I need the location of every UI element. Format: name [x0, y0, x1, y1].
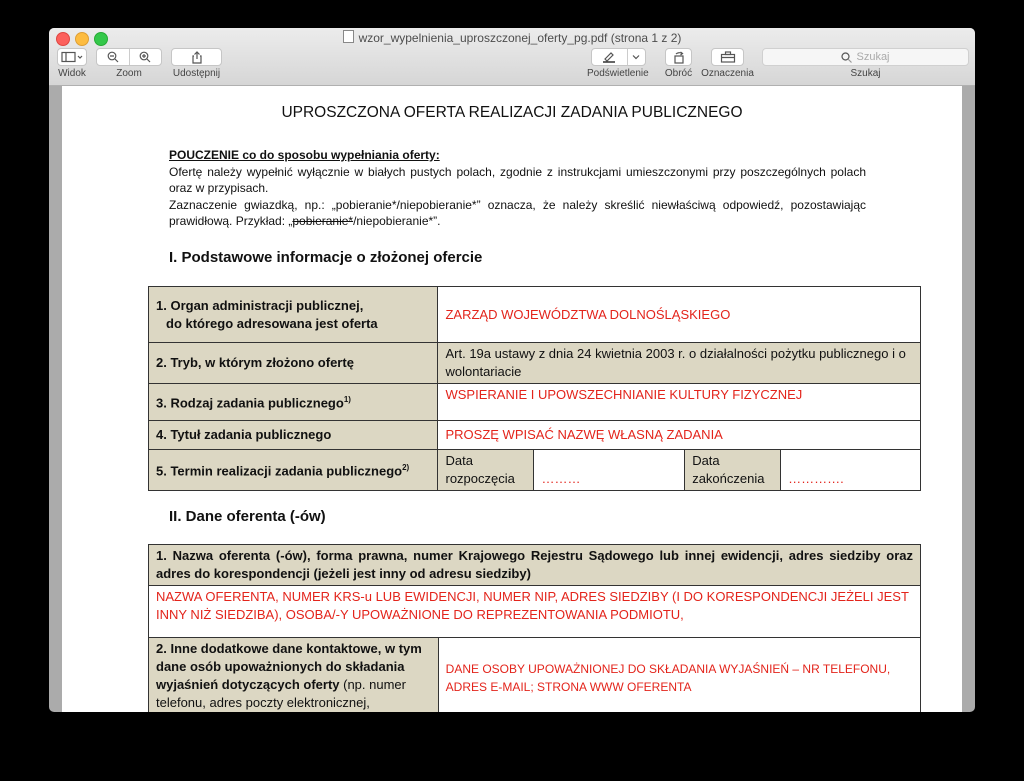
section-2-heading: II. Dane oferenta (-ów) [169, 508, 326, 525]
toolbar [49, 28, 975, 86]
preview-window [49, 28, 975, 712]
table-row [149, 545, 921, 586]
rotate-button[interactable] [665, 48, 692, 66]
table-row [149, 586, 921, 638]
term-label: 5. Termin realizacji zadania publicznego$^{2)}$ [149, 450, 438, 491]
chevron-down-icon [632, 54, 640, 60]
search-icon [841, 52, 852, 63]
share-button[interactable] [171, 48, 222, 66]
mode-value: Art. 19a ustawy z dnia 24 kwietnia 2003 r. o działalności pożytku publicznego i o wolontariacie [438, 343, 921, 384]
zoom-label: Zoom [116, 68, 142, 79]
highlighter-icon [601, 51, 617, 63]
zoom-in-icon [139, 51, 151, 63]
end-date-label: Data zakończenia [685, 450, 781, 491]
instructions-line-2: Zaznaczenie gwiazdką, np.: „pobieranie*/niepobieranie*” oznacza, że należy skreślić niewłaściwą odpowiedź, pozostawiając prawidłową. Przykład: „pobieranie*/niepobieranie*”. [169, 197, 866, 228]
table-row [149, 287, 921, 343]
instructions-heading: POUCZENIE co do sposobu wypełniania oferty: [169, 148, 440, 162]
highlight-label: Podświetlenie [587, 68, 649, 79]
organ-value[interactable]: ZARZĄD WOJEWÓDZTWA DOLNOŚLĄSKIEGO [438, 287, 921, 343]
table-row [149, 450, 921, 491]
pdf-page[interactable] [62, 86, 962, 712]
toolbox-icon [720, 51, 736, 63]
share-icon [191, 51, 203, 64]
share-label: Udostępnij [172, 68, 221, 79]
start-date-label: Data rozpoczęcia [438, 450, 534, 491]
contact-value[interactable]: DANE OSOBY UPOWAŻNIONEJ DO SKŁADANIA WYJAŚNIEŃ – NR TELEFONU, ADRES E-MAIL; STRONA WWW OFERENTA [438, 638, 920, 713]
highlight-button[interactable] [592, 49, 628, 65]
sidebar-icon [61, 51, 83, 63]
zoom-control [96, 48, 162, 66]
table-row [149, 384, 921, 421]
search-label: Szukaj [850, 68, 881, 79]
task-type-label: 3. Rodzaj zadania publicznego$^{1)}$ [149, 384, 438, 421]
offeror-table [148, 544, 921, 712]
search-placeholder: Szukaj [856, 51, 890, 63]
zoom-out-icon [107, 51, 119, 63]
contact-label: 2. Inne dodatkowe dane kontaktowe, w tym dane osób upoważnionych do składania wyjaśnień dotyczących oferty (np. numer telefonu, adres poczty elektronicznej, [149, 638, 439, 713]
highlight-control [591, 48, 646, 66]
search-field[interactable] [762, 48, 969, 66]
markup-label: Oznaczenia [701, 68, 754, 79]
mode-label: 2. Tryb, w którym złożono ofertę [149, 343, 438, 384]
window-title: wzor_wypelnienia_uproszczonej_oferty_pg.pdf (strona 1 z 2) [49, 30, 975, 45]
zoom-out-button[interactable] [97, 49, 130, 65]
offeror-name-label: 1. Nazwa oferenta (-ów), forma prawna, numer Krajowego Rejestru Sądowego lub innej ewidencji, adres siedziby oraz adres do korespondencji (jeżeli jest inny od adresu siedziby) [149, 545, 921, 586]
sidebar-view-button[interactable] [57, 48, 87, 66]
pdf-document-icon [343, 30, 354, 43]
markup-button[interactable] [711, 48, 744, 66]
view-label: Widok [58, 68, 86, 79]
task-type-value[interactable]: WSPIERANIE I UPOWSZECHNIANIE KULTURY FIZYCZNEJ [438, 384, 921, 421]
zoom-in-button[interactable] [130, 49, 162, 65]
table-row [149, 638, 921, 713]
instructions-line-1: Ofertę należy wypełnić wyłącznie w białych pustych polach, zgodnie z instrukcjami umieszczonymi przy poszczególnych polach oraz w przypisach. [169, 164, 866, 195]
end-date-value[interactable]: …………. [781, 450, 921, 491]
document-title: UPROSZCZONA OFERTA REALIZACJI ZADANIA PUBLICZNEGO [281, 104, 743, 121]
instructions [169, 147, 866, 230]
offeror-name-value[interactable]: NAZWA OFERENTA, NUMER KRS-u LUB EWIDENCJI, NUMER NIP, ADRES SIEDZIBY (I DO KORESPONDENCJI JEŻELI JEST INNY NIŻ SIEDZIBA), OSOBA/-Y UPOWAŻNIONE DO REPREZENTOWANIA PODMIOTU, [149, 586, 921, 638]
rotate-label: Obróć [664, 68, 693, 79]
highlight-menu-button[interactable] [628, 49, 645, 65]
table-row [149, 343, 921, 384]
table-row [149, 421, 921, 450]
rotate-icon [672, 51, 686, 64]
task-title-value[interactable]: PROSZĘ WPISAĆ NAZWĘ WŁASNĄ ZADANIA [438, 421, 921, 450]
start-date-value[interactable]: ……… [534, 450, 685, 491]
basic-info-table [148, 286, 921, 491]
section-1-heading: I. Podstawowe informacje o złożonej ofercie [169, 249, 483, 266]
task-title-label: 4. Tytuł zadania publicznego [149, 421, 438, 450]
organ-label: 1. Organ administracji publicznej, do którego adresowana jest oferta [149, 287, 438, 343]
